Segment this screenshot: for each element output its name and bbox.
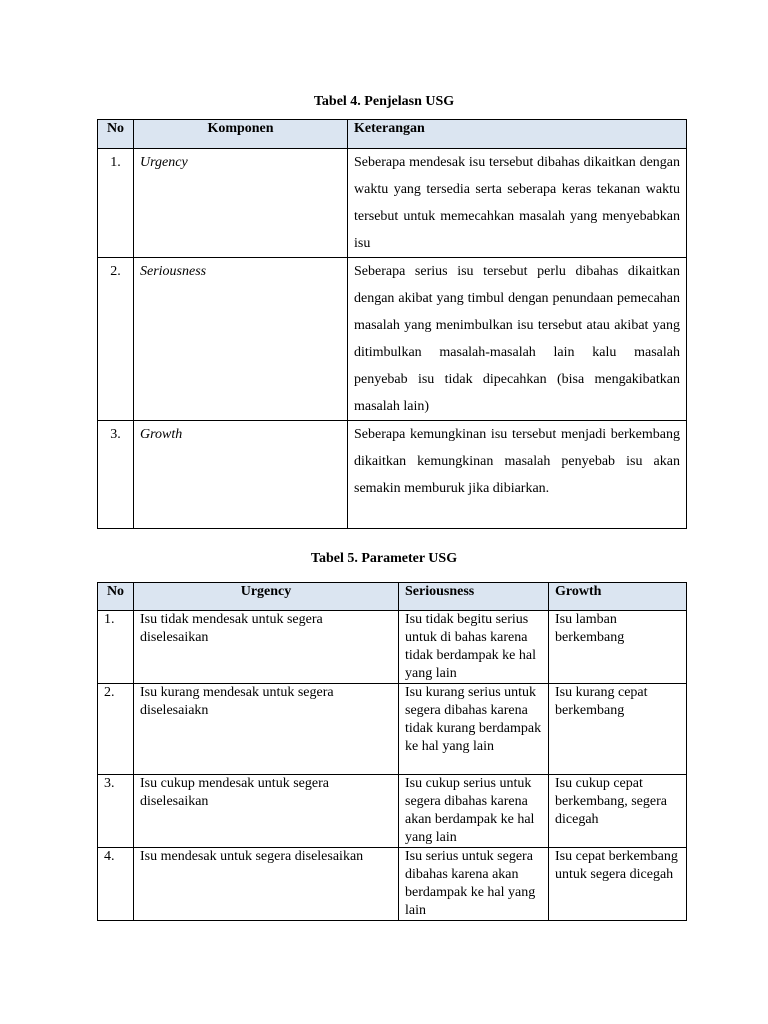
row-number: 4.: [98, 848, 134, 921]
component-name: Seriousness: [134, 258, 348, 421]
header-komponen: Komponen: [134, 120, 348, 149]
header-growth: Growth: [549, 583, 687, 611]
header-seriousness: Seriousness: [399, 583, 549, 611]
urgency-cell: Isu mendesak untuk segera diselesaikan: [134, 848, 399, 921]
seriousness-cell: Isu cukup serius untuk segera dibahas karena akan berdampak ke hal yang lain: [399, 775, 549, 848]
urgency-cell: Isu tidak mendesak untuk segera diselesaikan: [134, 611, 399, 684]
urgency-cell: Isu kurang mendesak untuk segera diselesaiakn: [134, 684, 399, 775]
row-number: 2.: [98, 258, 134, 421]
usg-explanation-table: [97, 119, 687, 529]
component-name: Urgency: [134, 149, 348, 258]
table-row: [98, 421, 687, 529]
seriousness-cell: Isu kurang serius untuk segera dibahas karena tidak kurang berdampak ke hal yang lain: [399, 684, 549, 775]
component-description: Seberapa serius isu tersebut perlu dibahas dikaitkan dengan akibat yang timbul dengan penundaan pemecahan masalah yang menimbulkan isu tersebut atau akibat yang ditimbulkan masalah-masalah lain kalu masalah penyebab isu tidak dipecahkan (bisa mengakibatkan masalah lain): [348, 258, 687, 421]
row-number: 1.: [98, 149, 134, 258]
table5-caption: Tabel 5. Parameter USG: [310, 551, 458, 566]
table4-caption: Tabel 4. Penjelasn USG: [313, 94, 455, 109]
growth-cell: Isu cukup cepat berkembang, segera dicegah: [549, 775, 687, 848]
header-urgency: Urgency: [134, 583, 399, 611]
table-row: [98, 611, 687, 684]
table-header-row: [98, 120, 687, 149]
component-description: Seberapa mendesak isu tersebut dibahas dikaitkan dengan waktu yang tersedia serta seberapa keras tekanan waktu tersebut untuk memecahkan masalah yang menyebabkan isu: [348, 149, 687, 258]
seriousness-cell: Isu tidak begitu serius untuk di bahas karena tidak berdampak ke hal yang lain: [399, 611, 549, 684]
row-number: 3.: [98, 421, 134, 529]
header-no: No: [98, 583, 134, 611]
component-name: Growth: [134, 421, 348, 529]
growth-cell: Isu lamban berkembang: [549, 611, 687, 684]
table-header-row: [98, 583, 687, 611]
row-number: 1.: [98, 611, 134, 684]
urgency-cell: Isu cukup mendesak untuk segera diselesaikan: [134, 775, 399, 848]
component-description: Seberapa kemungkinan isu tersebut menjadi berkembang dikaitkan kemungkinan masalah penyebab isu akan semakin memburuk jika dibiarkan.: [348, 421, 687, 529]
row-number: 2.: [98, 684, 134, 775]
usg-parameter-table: [97, 582, 687, 921]
growth-cell: Isu cepat berkembang untuk segera dicegah: [549, 848, 687, 921]
seriousness-cell: Isu serius untuk segera dibahas karena akan berdampak ke hal yang lain: [399, 848, 549, 921]
growth-cell: Isu kurang cepat berkembang: [549, 684, 687, 775]
row-number: 3.: [98, 775, 134, 848]
table-row: [98, 684, 687, 775]
header-keterangan: Keterangan: [348, 120, 687, 149]
table-row: [98, 258, 687, 421]
table-row: [98, 848, 687, 921]
table-row: [98, 149, 687, 258]
table-row: [98, 775, 687, 848]
header-no: No: [98, 120, 134, 149]
